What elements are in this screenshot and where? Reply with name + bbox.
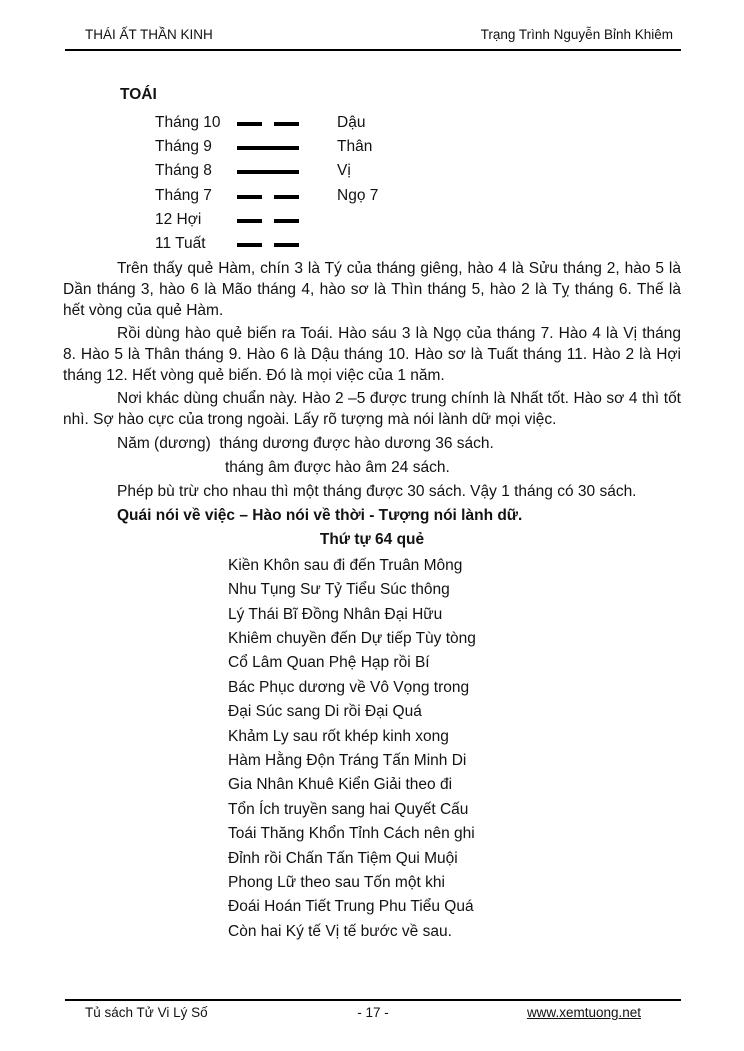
page-header <box>65 27 681 51</box>
poem-line: Đại Súc sang Di rồi Đại Quá <box>228 703 422 721</box>
poem-line: Bác Phục dương về Vô Vọng trong <box>228 678 470 696</box>
yin-line-icon <box>237 122 299 126</box>
yin-line-icon <box>237 243 299 247</box>
hexagram-table <box>155 110 681 256</box>
poem-line: Phong Lữ theo sau Tốn một khi <box>228 874 445 892</box>
poem-line: Nhu Tụng Sư Tỷ Tiểu Súc thông <box>228 581 450 599</box>
footer-website-link[interactable]: www.xemtuong.net <box>526 1005 641 1020</box>
hexagram-row <box>155 231 681 255</box>
yang-line-icon <box>237 146 299 150</box>
header-book-title: THÁI ẤT THẦN KINH <box>85 27 213 42</box>
line-phep-bu-tru: Phép bù trừ cho nhau thì một tháng được 30 sách. Vậy 1 tháng có 30 sách. <box>117 482 637 500</box>
poem-line: Tổn Ích truyền sang hai Quyết Cấu <box>228 800 469 818</box>
poem-line: Kiền Khôn sau đi đến Truân Mông <box>228 556 463 574</box>
hexagram-row <box>155 134 681 158</box>
poem-line: Khảm Ly sau rốt khép kinh xong <box>228 727 449 745</box>
poem-line: Lý Thái Bĩ Đồng Nhân Đại Hữu <box>228 605 443 623</box>
poem-line: Hàm Hằng Độn Tráng Tấn Minh Di <box>228 752 467 770</box>
page-body <box>63 84 681 944</box>
hexagram-row <box>155 183 681 207</box>
hexagram-row <box>155 159 681 183</box>
poem-line: Khiêm chuyền đến Dự tiếp Tùy tòng <box>228 630 476 647</box>
page-number: - 17 - <box>357 1005 389 1020</box>
line-duong-sach: Năm (dương) tháng dương được hào dương 36 sách. <box>117 434 494 452</box>
paragraph-toai: Rồi dùng hào quẻ biến ra Toái. Hào sáu 3 là Ngọ của tháng 7. Hào 4 là Vị tháng 8. Hào 5 là Thân tháng 9. Hào 6 là Dậu tháng 10. Hào sơ là Tuất tháng 11. Hào 2 là Hợi tháng 12. Hết vòng quẻ biến. Đó là mọi việc của 1 năm. <box>63 324 681 384</box>
branch-label: Ngọ 7 <box>337 186 379 204</box>
yang-line-icon <box>237 170 299 174</box>
month-label: 11 Tuất <box>155 235 206 253</box>
paragraph-chuan: Nơi khác dùng chuẩn này. Hào 2 –5 được trung chính là Nhất tốt. Hào sơ 4 thì tốt nhì. Sợ hào cực của trong ngoài. Lấy rõ tượng mà nói lành dữ mọi việc. <box>63 389 681 428</box>
branch-label: Dậu <box>337 113 366 131</box>
page-footer <box>65 999 681 1021</box>
branch-label: Thân <box>337 137 373 155</box>
hexagram-row <box>155 207 681 231</box>
month-label: Tháng 10 <box>155 113 221 131</box>
month-label: Tháng 9 <box>155 137 212 155</box>
yin-line-icon <box>237 195 299 199</box>
poem-line: Đỉnh rồi Chấn Tấn Tiệm Qui Muội <box>228 849 458 867</box>
poem-line: Còn hai Ký tế Vị tế bước về sau. <box>228 922 452 940</box>
footer-series-title: Tủ sách Tử Vi Lý Số <box>85 1005 208 1020</box>
hexagram-order-poem <box>228 554 681 945</box>
month-label: Tháng 8 <box>155 162 212 180</box>
month-label: Tháng 7 <box>155 186 212 204</box>
paragraph-ham: Trên thấy quẻ Hàm, chín 3 là Tý của tháng giêng, hào 4 là Sửu tháng 2, hào 5 là Dần tháng 3, hào 6 là Mão tháng 4, hào sơ là Thìn tháng 5, hào 2 là Tỵ tháng 6. Thế là hết vòng của quẻ Hàm. <box>63 259 681 319</box>
yin-line-icon <box>237 219 299 223</box>
poem-line: Cổ Lâm Quan Phệ Hạp rồi Bí <box>228 654 430 672</box>
line-quai-hao-tuong: Quái nói về việc – Hào nói về thời - Tượng nói lành dữ. <box>117 506 523 524</box>
poem-title: Thứ tự 64 quẻ <box>319 530 425 548</box>
section-heading: TOÁI <box>120 86 157 103</box>
poem-line: Gia Nhân Khuê Kiển Giải theo đi <box>228 776 453 794</box>
line-am-sach: tháng âm được hào âm 24 sách. <box>225 458 450 476</box>
branch-label: Vị <box>337 162 351 180</box>
month-label: 12 Hợi <box>155 210 202 228</box>
hexagram-row <box>155 110 681 134</box>
poem-line: Toái Thăng Khổn Tỉnh Cách nên ghi <box>228 825 475 843</box>
header-author: Trạng Trình Nguyễn Bỉnh Khiêm <box>480 27 673 42</box>
poem-line: Đoái Hoán Tiết Trung Phu Tiểu Quá <box>228 898 474 916</box>
